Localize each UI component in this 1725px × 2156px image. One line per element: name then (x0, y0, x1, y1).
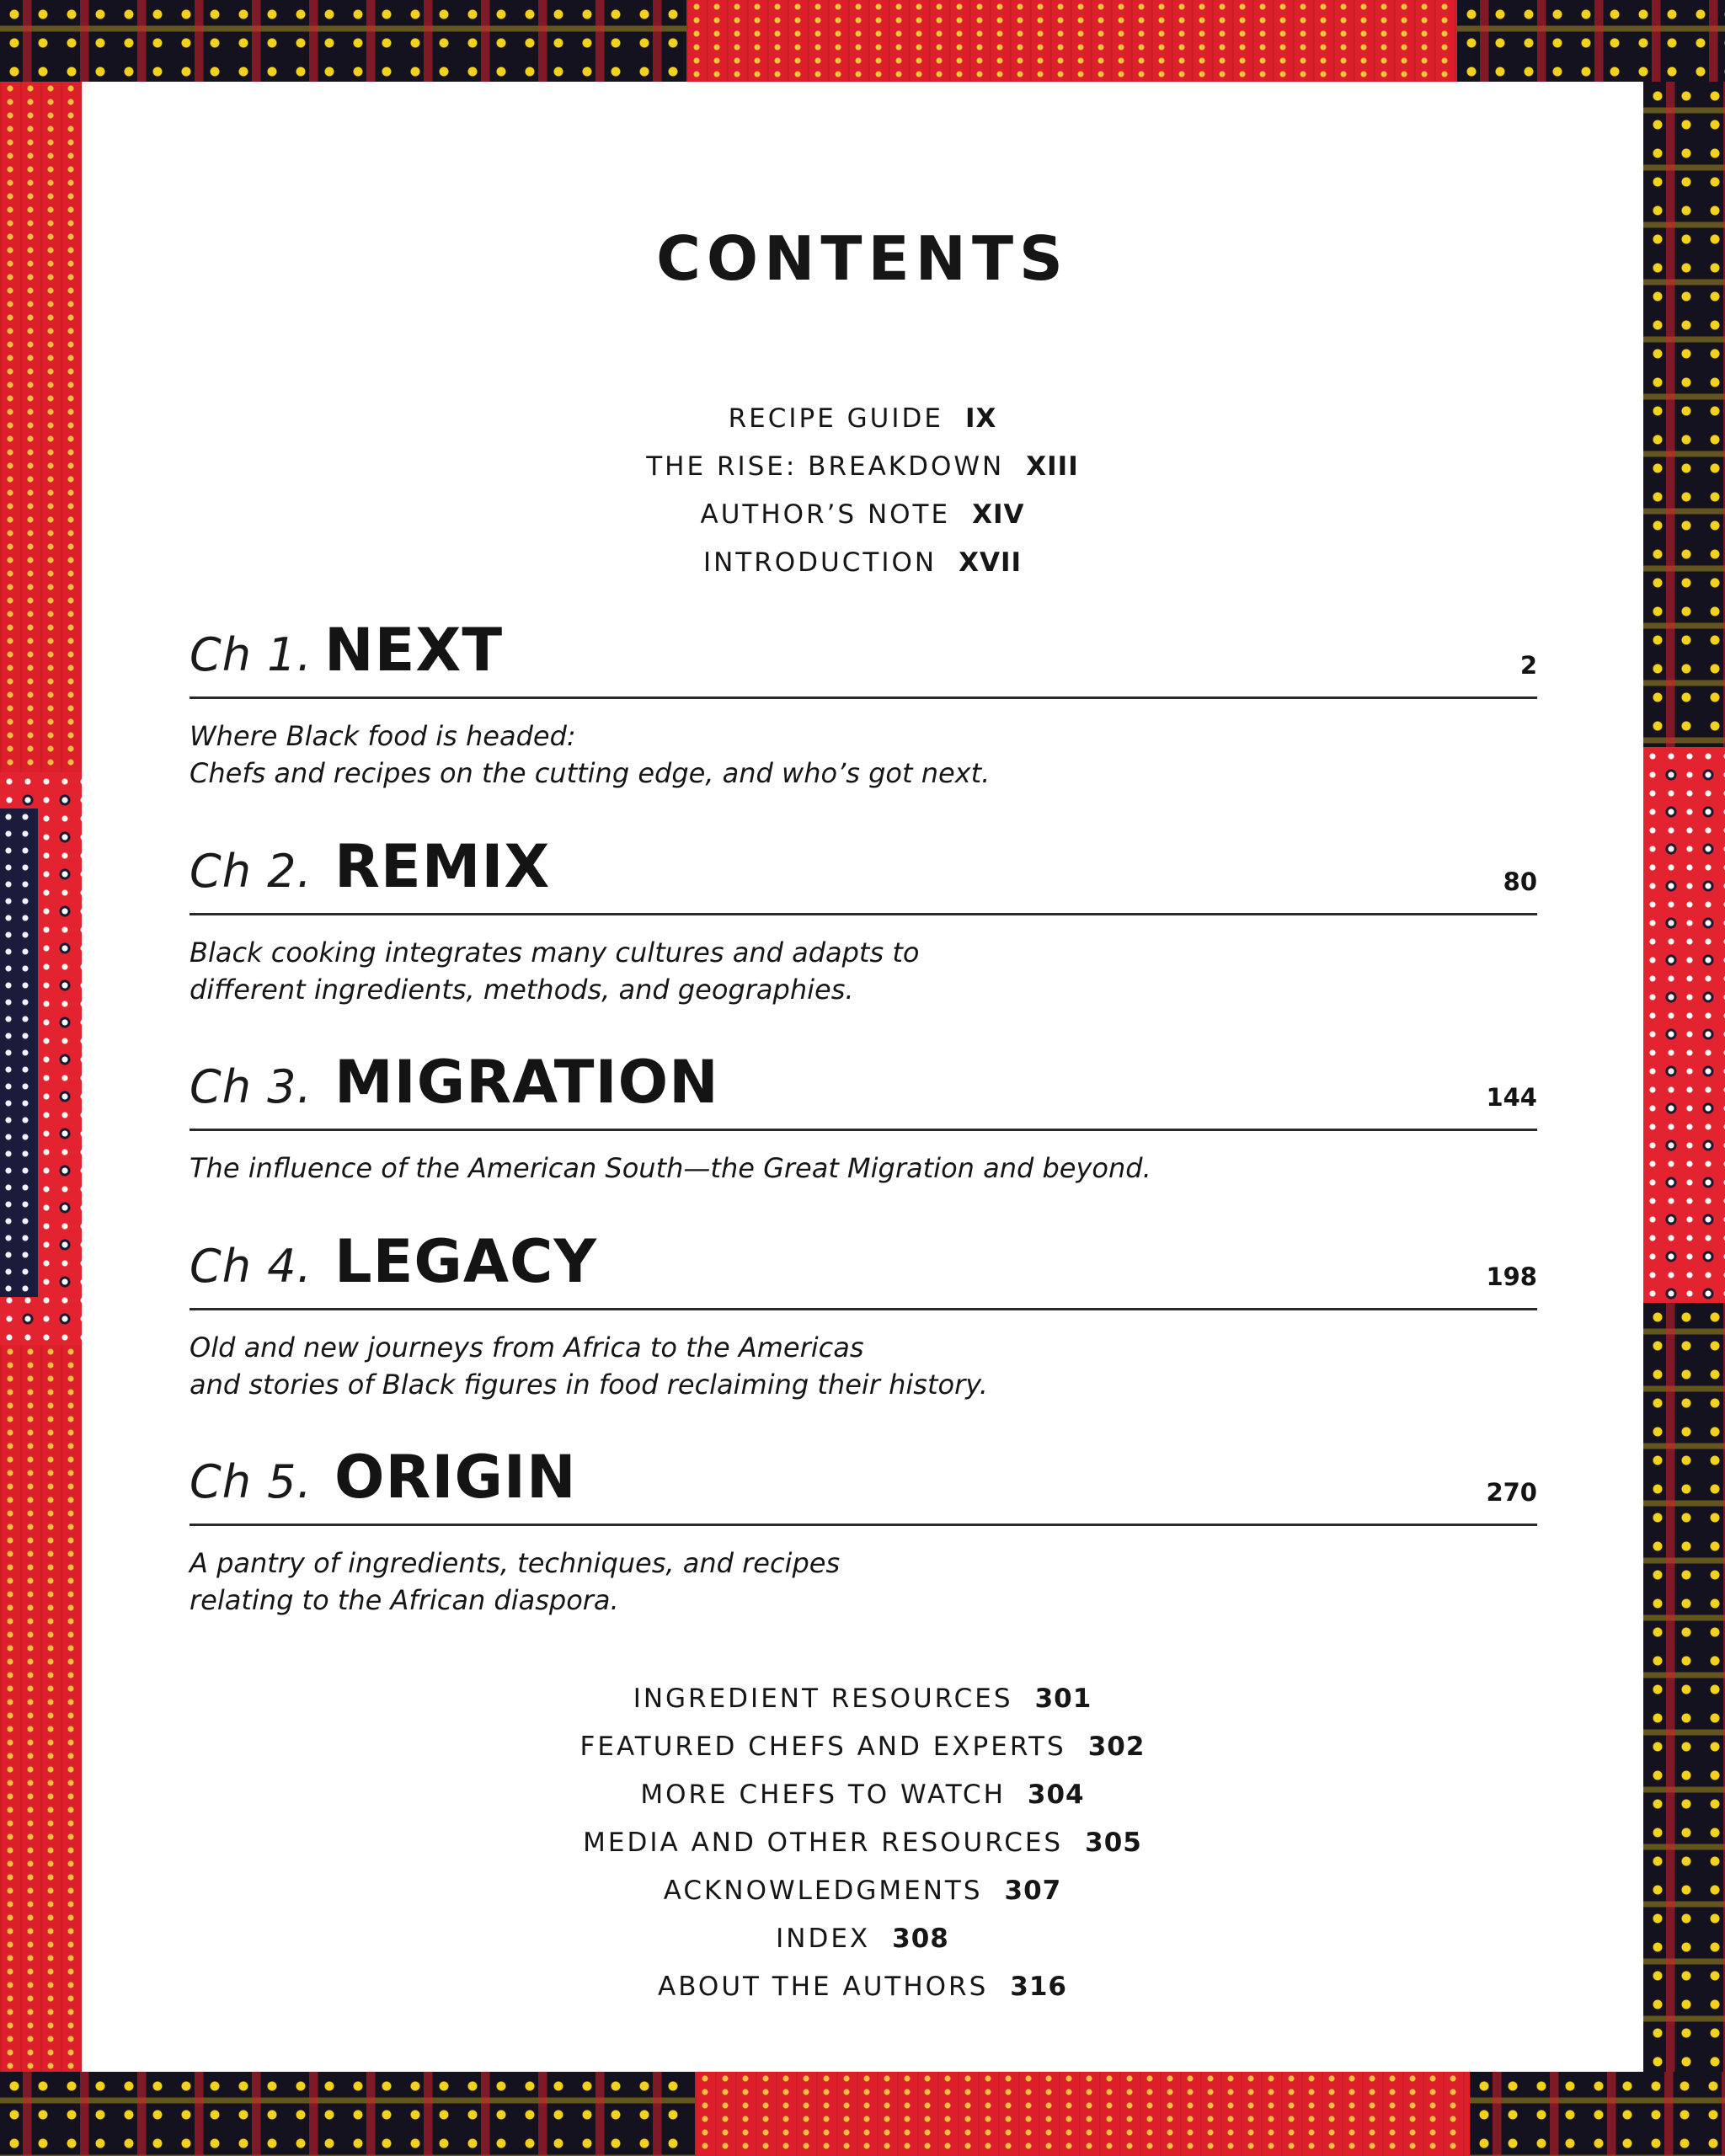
chapter-name: MIGRATION (334, 1048, 719, 1117)
chapter-name: LEGACY (334, 1227, 598, 1296)
chapter-name: NEXT (324, 616, 504, 685)
front-matter-list (82, 395, 1643, 587)
description-line: different ingredients, methods, and geographies. (190, 974, 854, 1006)
toc-entry-ingredient-resources[interactable] (82, 1675, 1643, 1723)
page-title: CONTENTS (656, 223, 1069, 294)
entry-label: ABOUT THE AUTHORS (658, 1972, 989, 2002)
entry-page: 305 (1085, 1828, 1142, 1858)
toc-entry-about-authors[interactable] (82, 1963, 1643, 2011)
chapter-3[interactable] (190, 1048, 1537, 1187)
toc-entry-media-resources[interactable] (82, 1819, 1643, 1867)
description-line: Where Black food is headed: (190, 720, 576, 752)
back-matter-list (82, 1675, 1643, 2011)
chapter-1[interactable] (190, 616, 1537, 792)
toc-entry-featured-chefs[interactable] (82, 1723, 1643, 1771)
entry-label: MEDIA AND OTHER RESOURCES (583, 1828, 1064, 1858)
chapter-description (190, 934, 1537, 1008)
chapter-page: 2 (1519, 651, 1537, 680)
chapter-heading (190, 616, 1537, 699)
entry-page: 308 (892, 1924, 949, 1954)
entry-page: XVII (959, 547, 1023, 578)
chapter-2[interactable] (190, 832, 1537, 1008)
plaid-pattern (1643, 82, 1725, 747)
chapter-page: 80 (1503, 867, 1537, 896)
plaid-pattern (1457, 0, 1725, 82)
red-stripe-pattern (0, 82, 82, 772)
description-line: and stories of Black figures in food reclaiming their history. (190, 1369, 988, 1401)
entry-page: XIV (972, 499, 1025, 530)
chapter-heading (190, 832, 1537, 915)
chapter-heading (190, 1048, 1537, 1131)
chapter-description (190, 718, 1537, 792)
chapter-heading (190, 1227, 1537, 1310)
chapter-number: Ch 5. (190, 1455, 312, 1508)
entry-page: 302 (1087, 1732, 1146, 1762)
chapter-heading (190, 1443, 1537, 1526)
description-line: relating to the African diaspora. (190, 1584, 619, 1616)
description-line: A pantry of ingredients, techniques, and recipes (190, 1547, 841, 1579)
chapter-5[interactable] (190, 1443, 1537, 1619)
description-line: Black cooking integrates many cultures and adapts to (190, 937, 920, 969)
entry-label: INGREDIENT RESOURCES (633, 1684, 1013, 1714)
toc-entry-authors-note[interactable] (82, 491, 1643, 539)
entry-label: INTRODUCTION (702, 547, 937, 578)
chapter-number: Ch 1. (190, 628, 312, 681)
chapter-name: REMIX (334, 832, 551, 901)
chapter-page: 144 (1486, 1083, 1537, 1112)
navy-diamond-pattern (0, 808, 38, 1297)
red-stripe-pattern (695, 2072, 1470, 2156)
entry-label: MORE CHEFS TO WATCH (640, 1780, 1006, 1810)
chapter-number: Ch 2. (190, 845, 312, 898)
toc-entry-recipe-guide[interactable] (82, 395, 1643, 443)
toc-entry-index[interactable] (82, 1915, 1643, 1963)
entry-label: AUTHOR’S NOTE (700, 499, 951, 530)
description-line: Old and new journeys from Africa to the Americas (190, 1331, 864, 1364)
plaid-pattern (1643, 1303, 1725, 2072)
red-stripe-pattern (0, 1345, 82, 2072)
entry-label: FEATURED CHEFS AND EXPERTS (579, 1732, 1066, 1762)
entry-page: IX (964, 403, 997, 434)
chapter-description (190, 1329, 1537, 1403)
diamond-pattern (1643, 747, 1725, 1303)
chapter-number: Ch 4. (190, 1240, 312, 1293)
entry-page: 304 (1027, 1780, 1085, 1810)
chapter-number: Ch 3. (190, 1060, 312, 1113)
chapter-description (190, 1150, 1537, 1187)
entry-label: THE RISE: BREAKDOWN (646, 451, 1005, 482)
entry-page: 316 (1010, 1972, 1067, 2002)
entry-label: RECIPE GUIDE (728, 403, 943, 434)
description-line: The influence of the American South—the Great Migration and beyond. (190, 1152, 1151, 1184)
toc-entry-acknowledgments[interactable] (82, 1867, 1643, 1915)
chapter-4[interactable] (190, 1227, 1537, 1403)
description-line: Chefs and recipes on the cutting edge, and who’s got next. (190, 757, 991, 789)
chapter-description (190, 1545, 1537, 1619)
entry-page: 301 (1034, 1684, 1092, 1714)
entry-label: INDEX (776, 1924, 871, 1954)
toc-entry-more-chefs[interactable] (82, 1771, 1643, 1819)
chapter-page: 270 (1486, 1478, 1537, 1507)
entry-page: XIII (1026, 451, 1079, 482)
entry-page: 307 (1004, 1876, 1062, 1906)
chapter-page: 198 (1486, 1262, 1537, 1291)
plaid-pattern (0, 2072, 695, 2156)
chapter-name: ORIGIN (334, 1443, 577, 1512)
entry-label: ACKNOWLEDGMENTS (663, 1876, 983, 1906)
toc-entry-introduction[interactable] (82, 539, 1643, 587)
toc-entry-the-rise[interactable] (82, 443, 1643, 491)
plaid-pattern (1470, 2072, 1725, 2156)
contents-page (82, 82, 1643, 2072)
plaid-pattern (0, 0, 686, 82)
red-stripe-pattern (686, 0, 1457, 82)
